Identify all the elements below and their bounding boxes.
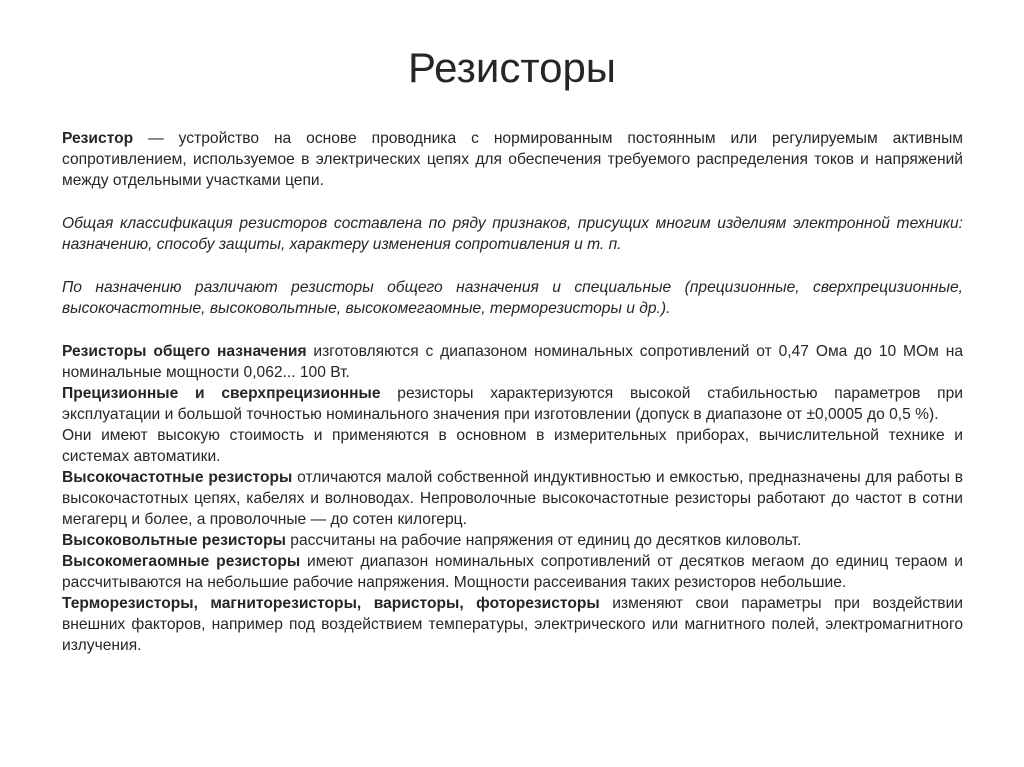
paragraph-text: изменяют свои параметры при воздействии внешних факторов, например под воздействием температуры, электрического или магнитного полей, электромагнитного излучения. <box>62 594 963 654</box>
paragraph-lead: Высоковольтные резисторы <box>62 531 286 549</box>
paragraph-thermo-varistors <box>62 593 963 656</box>
paragraph-text: Общая классификация резисторов составлена по ряду признаков, присущих многим изделиям электронной техники: назначению, способу защиты, характеру изменения сопротивления и т. п. <box>62 214 963 253</box>
paragraph-text: имеют диапазон номинальных сопротивлений от десятков мегаом до единиц тераом и рассчитываются на небольшие рабочие напряжения. Мощности рассеивания таких резисторов небольшие. <box>62 552 963 591</box>
paragraph-resistor-definition <box>62 128 963 191</box>
paragraph-by-purpose <box>62 277 963 319</box>
paragraph-text: отличаются малой собственной индуктивностью и емкостью, предназначены для работы в высокочастотных цепях, кабелях и волноводах. Непроволочные высокочастотные резисторы работают до частот в сотни мегагерц и более, а проволочные — до сотен килогерц. <box>62 468 963 528</box>
paragraph-high-voltage <box>62 530 963 551</box>
paragraph-text: По назначению различают резисторы общего назначения и специальные (прецизионные, сверхпрецизионные, высокочастотные, высоковольтные, высокомегаомные, терморезисторы и др.). <box>62 278 963 317</box>
paragraph-lead: Прецизионные и сверхпрецизионные <box>62 384 381 402</box>
paragraph-lead: Высокочастотные резисторы <box>62 468 293 486</box>
paragraph-text: — устройство на основе проводника с нормированным постоянным или регулируемым активным сопротивлением, используемое в электрических цепях для обеспечения требуемого распределения токов и напряжений между отдельными участками цепи. <box>62 129 963 189</box>
paragraph-high-megaohm <box>62 551 963 593</box>
slide-title: Резисторы <box>408 44 616 91</box>
paragraph-classification <box>62 213 963 255</box>
paragraph-lead: Терморезисторы, магниторезисторы, варисторы, фоторезисторы <box>62 594 600 612</box>
paragraph-high-frequency <box>62 467 963 530</box>
slide-body <box>62 128 963 656</box>
paragraph-lead: Высокомегаомные резисторы <box>62 552 301 570</box>
paragraph-text: Они имеют высокую стоимость и применяются в основном в измерительных приборах, вычислительной технике и системах автоматики. <box>62 426 963 465</box>
paragraph-precision <box>62 383 963 425</box>
paragraph-text: резисторы характеризуются высокой стабильностью параметров при эксплуатации и большой точностью номинального значения при изготовлении (допуск в диапазоне от ±0,0005 до 0,5 %). <box>62 384 963 423</box>
paragraph-text: рассчитаны на рабочие напряжения от единиц до десятков киловольт. <box>285 531 802 549</box>
paragraph-precision-cost <box>62 425 963 467</box>
paragraph-lead: Резистор <box>62 129 134 147</box>
paragraph-text: изготовляются с диапазоном номинальных сопротивлений от 0,47 Ома до 10 МОм на номинальные мощности 0,062... 100 Вт. <box>62 342 963 381</box>
paragraph-general-purpose <box>62 341 963 383</box>
paragraph-lead: Резисторы общего назначения <box>62 342 307 360</box>
